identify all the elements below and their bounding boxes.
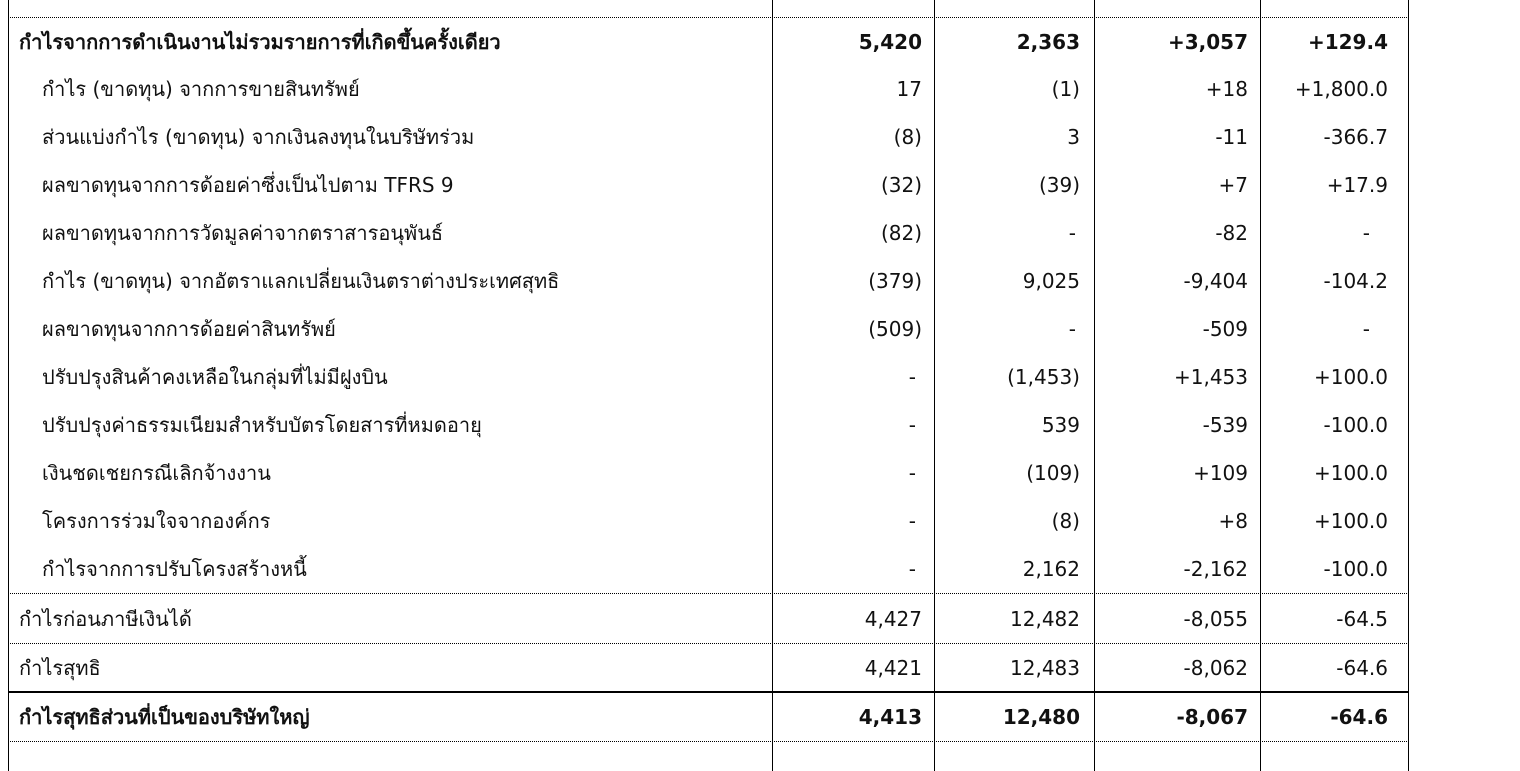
- value-cell-3: -9,404: [1095, 257, 1261, 305]
- value-cell-2: 9,025: [935, 257, 1095, 305]
- table-row: [8, 545, 1409, 593]
- row-label: กำไร (ขาดทุน) จากการขายสินทรัพย์: [8, 65, 773, 113]
- value-cell-4: -: [1261, 209, 1409, 257]
- table-row: [8, 353, 1409, 401]
- value-cell-3: +7: [1095, 161, 1261, 209]
- table-row: [8, 17, 1409, 65]
- value-cell-2: (39): [935, 161, 1095, 209]
- value-cell-2: 12,480: [935, 693, 1095, 741]
- row-label: ปรับปรุงค่าธรรมเนียมสำหรับบัตรโดยสารที่หมดอายุ: [8, 401, 773, 449]
- value-cell-3: -82: [1095, 209, 1261, 257]
- value-cell-1: -: [773, 353, 935, 401]
- row-label: ผลขาดทุนจากการด้อยค่าซึ่งเป็นไปตาม TFRS 9: [8, 161, 773, 209]
- table-row: [8, 691, 1409, 741]
- value-cell-2: -: [935, 305, 1095, 353]
- value-cell-2: 2,363: [935, 18, 1095, 65]
- value-cell-2: (1): [935, 65, 1095, 113]
- row-label: กำไรก่อนภาษีเงินได้: [8, 594, 773, 643]
- value-cell-1: -: [773, 497, 935, 545]
- table-row: [8, 449, 1409, 497]
- value-cell-4: -104.2: [1261, 257, 1409, 305]
- value-cell-3: -2,162: [1095, 545, 1261, 593]
- value-cell-4: -366.7: [1261, 113, 1409, 161]
- table-row: [8, 257, 1409, 305]
- table-row: [8, 741, 1409, 771]
- value-cell-1: 4,413: [773, 693, 935, 741]
- value-cell-3: -8,062: [1095, 644, 1261, 691]
- value-cell-3: -8,055: [1095, 594, 1261, 643]
- value-cell-2: 2,162: [935, 545, 1095, 593]
- value-cell-1: 17: [773, 65, 935, 113]
- value-cell-1: (32): [773, 161, 935, 209]
- value-cell-3: +3,057: [1095, 18, 1261, 65]
- value-cell-1: (379): [773, 257, 935, 305]
- table-row: [8, 65, 1409, 113]
- value-cell-2: 12,482: [935, 594, 1095, 643]
- value-cell-4: -: [1261, 305, 1409, 353]
- value-cell-1: 5,420: [773, 18, 935, 65]
- value-cell-1: -: [773, 545, 935, 593]
- value-cell-4: -100.0: [1261, 401, 1409, 449]
- value-cell-2: (1,453): [935, 353, 1095, 401]
- table-row: [8, 113, 1409, 161]
- financial-table: [8, 0, 1409, 771]
- value-cell-4: +17.9: [1261, 161, 1409, 209]
- value-cell-4: +1,800.0: [1261, 65, 1409, 113]
- row-label: เงินชดเชยกรณีเลิกจ้างงาน: [8, 449, 773, 497]
- value-cell-3: -539: [1095, 401, 1261, 449]
- value-cell-3: -509: [1095, 305, 1261, 353]
- value-cell-4: [1261, 0, 1409, 17]
- row-label: [8, 742, 773, 771]
- table-row: [8, 401, 1409, 449]
- value-cell-4: +129.4: [1261, 18, 1409, 65]
- row-label: โครงการร่วมใจจากองค์กร: [8, 497, 773, 545]
- value-cell-1: (8): [773, 113, 935, 161]
- table-row: [8, 593, 1409, 643]
- value-cell-4: -64.6: [1261, 644, 1409, 691]
- value-cell-4: +100.0: [1261, 449, 1409, 497]
- table-row: [8, 161, 1409, 209]
- value-cell-1: 4,427: [773, 594, 935, 643]
- value-cell-1: [773, 742, 935, 771]
- value-cell-1: (82): [773, 209, 935, 257]
- table-row: [8, 497, 1409, 545]
- row-label: ปรับปรุงสินค้าคงเหลือในกลุ่มที่ไม่มีฝูงบิน: [8, 353, 773, 401]
- row-label: กำไรสุทธิส่วนที่เป็นของบริษัทใหญ่: [8, 693, 773, 741]
- row-label: ผลขาดทุนจากการวัดมูลค่าจากตราสารอนุพันธ์: [8, 209, 773, 257]
- row-label: [8, 0, 773, 17]
- table-row: [8, 209, 1409, 257]
- value-cell-2: [935, 742, 1095, 771]
- value-cell-3: +8: [1095, 497, 1261, 545]
- value-cell-1: -: [773, 401, 935, 449]
- value-cell-3: +18: [1095, 65, 1261, 113]
- value-cell-4: +100.0: [1261, 497, 1409, 545]
- table-row: [8, 643, 1409, 691]
- value-cell-2: (8): [935, 497, 1095, 545]
- row-label: ผลขาดทุนจากการด้อยค่าสินทรัพย์: [8, 305, 773, 353]
- value-cell-2: 3: [935, 113, 1095, 161]
- row-label: กำไรสุทธิ: [8, 644, 773, 691]
- table-row: [8, 305, 1409, 353]
- value-cell-2: 12,483: [935, 644, 1095, 691]
- row-label: ส่วนแบ่งกำไร (ขาดทุน) จากเงินลงทุนในบริษัทร่วม: [8, 113, 773, 161]
- value-cell-4: -64.6: [1261, 693, 1409, 741]
- value-cell-3: +1,453: [1095, 353, 1261, 401]
- value-cell-2: [935, 0, 1095, 17]
- value-cell-3: [1095, 0, 1261, 17]
- value-cell-3: -8,067: [1095, 693, 1261, 741]
- value-cell-4: -64.5: [1261, 594, 1409, 643]
- value-cell-3: [1095, 742, 1261, 771]
- value-cell-4: -100.0: [1261, 545, 1409, 593]
- value-cell-2: -: [935, 209, 1095, 257]
- value-cell-1: 4,421: [773, 644, 935, 691]
- value-cell-1: (509): [773, 305, 935, 353]
- table-row: [8, 0, 1409, 17]
- value-cell-2: 539: [935, 401, 1095, 449]
- value-cell-1: [773, 0, 935, 17]
- row-label: กำไร (ขาดทุน) จากอัตราแลกเปลี่ยนเงินตราต่างประเทศสุทธิ: [8, 257, 773, 305]
- value-cell-1: -: [773, 449, 935, 497]
- row-label: กำไรจากการปรับโครงสร้างหนี้: [8, 545, 773, 593]
- value-cell-3: -11: [1095, 113, 1261, 161]
- value-cell-3: +109: [1095, 449, 1261, 497]
- value-cell-4: +100.0: [1261, 353, 1409, 401]
- value-cell-2: (109): [935, 449, 1095, 497]
- row-label: กำไรจากการดำเนินงานไม่รวมรายการที่เกิดขึ้นครั้งเดียว: [8, 18, 773, 65]
- value-cell-4: [1261, 742, 1409, 771]
